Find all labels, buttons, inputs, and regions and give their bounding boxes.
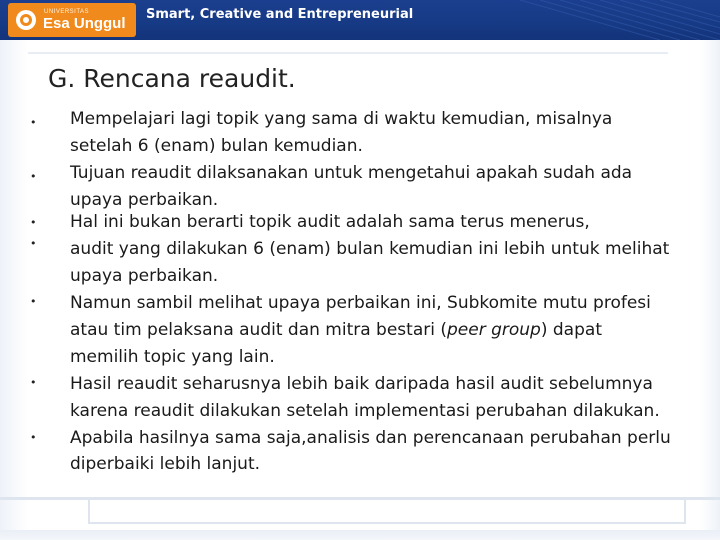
logo-caption: UNIVERSITAS [44, 9, 90, 15]
bullet-marker: • [30, 376, 37, 389]
bullet-text-line: Mempelajari lagi topik yang sama di waktu kemudian, misalnya [70, 109, 613, 129]
bullet-text-line: Namun sambil melihat upaya perbaikan ini, Subkomite mutu profesi [70, 293, 651, 313]
italic-term: peer group [447, 320, 541, 340]
bullet-marker: • [30, 295, 37, 308]
text-segment: atau tim pelaksana audit dan mitra bestari ( [70, 320, 447, 340]
bullet-text-line: Hal ini bukan berarti topik audit adalah sama terus menerus, [70, 212, 590, 232]
bullet-text-line: Hasil reaudit seharusnya lebih baik daripada hasil audit sebelumnya [70, 374, 653, 394]
bullet-marker: • [30, 116, 37, 129]
bullet-text-line: upaya perbaikan. [70, 266, 219, 286]
text-segment: ) dapat [540, 320, 602, 340]
bullet-text-line: karena reaudit dilakukan setelah implementasi perubahan dilakukan. [70, 401, 660, 421]
bullet-text-line [70, 320, 602, 340]
bullet-text-line: upaya perbaikan. [70, 190, 219, 210]
header-tagline: Smart, Creative and Entrepreneurial [146, 7, 414, 22]
bullet-marker: • [30, 431, 37, 444]
bullet-marker: • [30, 170, 37, 183]
bullet-marker: • [30, 216, 37, 229]
bullet-text-line: diperbaiki lebih lanjut. [70, 454, 261, 474]
bullet-text-line: Tujuan reaudit dilaksanakan untuk mengetahui apakah sudah ada [70, 163, 633, 183]
footer-frame [88, 500, 686, 524]
bullet-text-line: audit yang dilakukan 6 (enam) bulan kemudian ini lebih untuk melihat [70, 239, 670, 259]
slide-title: G. Rencana reaudit. [48, 64, 296, 93]
logo-name: Esa Unggul [43, 15, 126, 32]
bullet-text-line: Apabila hasilnya sama saja,analisis dan perencanaan perubahan perlu [70, 428, 671, 448]
footer-band [0, 530, 720, 540]
bullet-marker: • [30, 237, 37, 250]
bullet-text-line: setelah 6 (enam) bulan kemudian. [70, 136, 363, 156]
bullet-text-line: memilih topic yang lain. [70, 347, 275, 367]
